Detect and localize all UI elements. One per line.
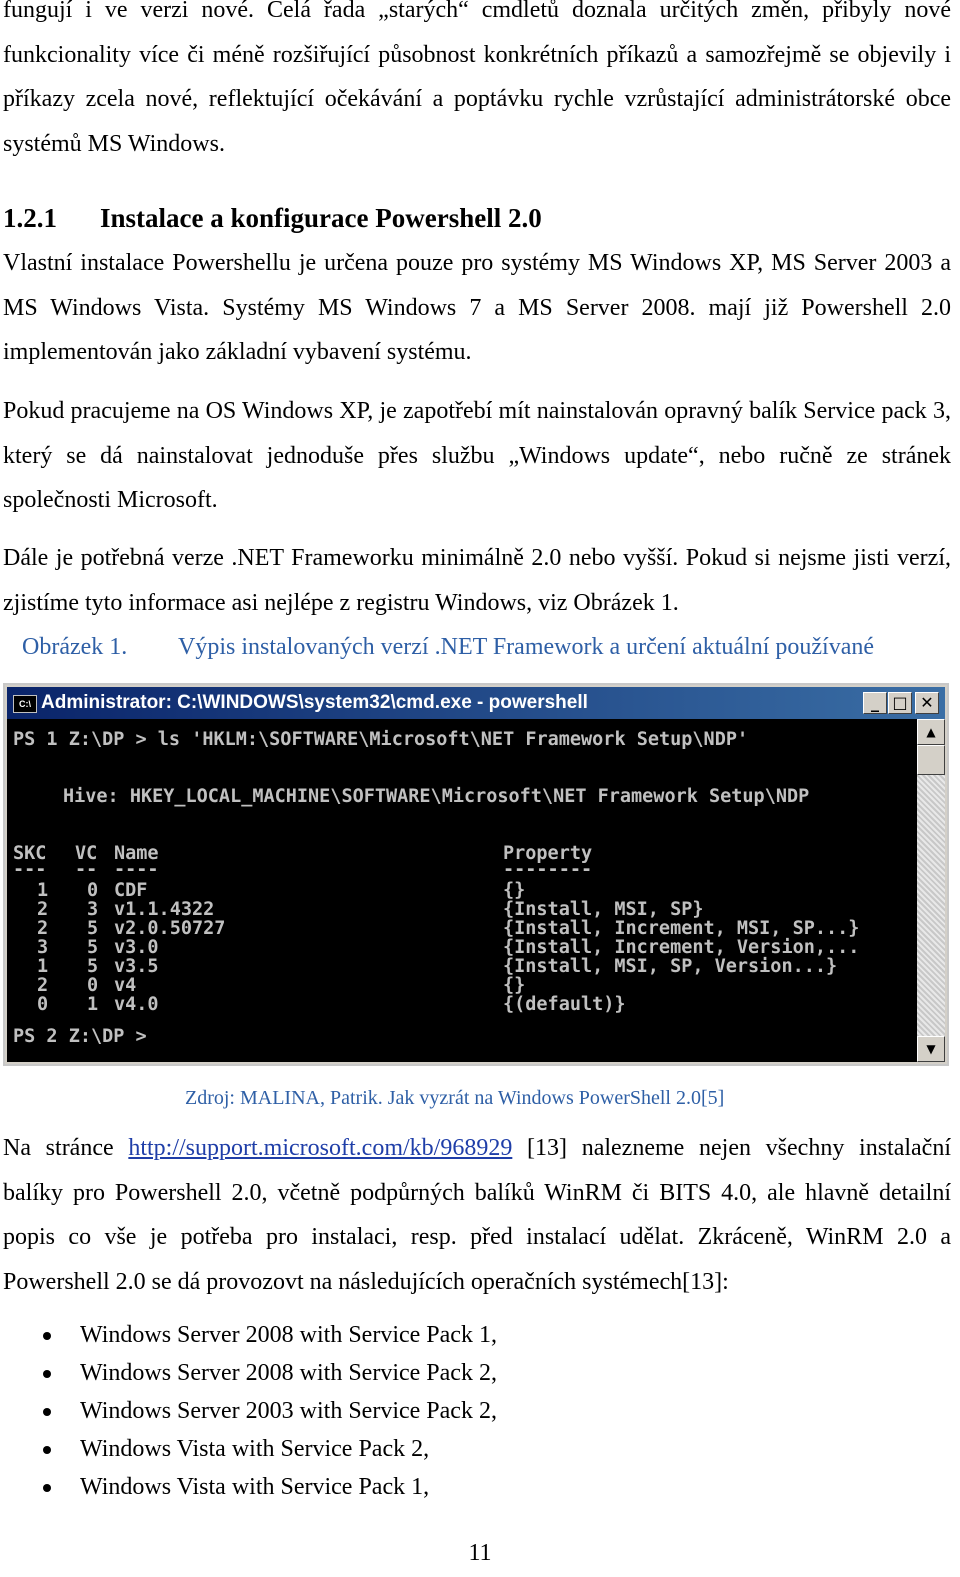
row-property: {Install, MSI, SP, Version...} (503, 956, 838, 977)
row-property: {} (503, 880, 526, 901)
scroll-down-arrow-icon[interactable]: ▼ (917, 1036, 945, 1062)
console-titlebar (7, 687, 945, 719)
row-skc: 0 (37, 994, 49, 1015)
figure-source: Zdroj: MALINA, Patrik. Jak vyzrát na Windows PowerShell 2.0[5] (185, 1087, 725, 1109)
row-name: v2.0.50727 (114, 918, 226, 939)
row-skc: 2 (37, 899, 49, 920)
row-skc: 1 (37, 880, 49, 901)
paragraph-support-link (3, 1126, 951, 1304)
figure-caption-number: Obrázek 1. (22, 634, 128, 660)
console-output[interactable] (7, 719, 919, 1062)
section-number: 1.2.1 (3, 203, 57, 233)
console-command-line: PS 1 Z:\DP > ls 'HKLM:\SOFTWARE\Microsoft\NET Framework Setup\NDP' (13, 729, 749, 750)
row-property: {Install, Increment, MSI, SP...} (503, 918, 860, 939)
row-skc: 2 (37, 918, 49, 939)
row-skc: 2 (37, 975, 49, 996)
figure-caption-text: Výpis instalovaných verzí .NET Framework a určení aktuální používané (178, 634, 875, 660)
section-title: Instalace a konfigurace Powershell 2.0 (100, 203, 542, 233)
row-name: CDF (114, 880, 148, 901)
row-property: {} (503, 975, 526, 996)
col-underline-vc: -- (75, 859, 98, 880)
scroll-thumb[interactable] (917, 745, 945, 775)
list-item-text: Windows Server 2008 with Service Pack 2, (80, 1360, 497, 1386)
list-item (0, 1430, 940, 1468)
row-vc: 5 (87, 956, 99, 977)
bullet-icon (43, 1332, 51, 1340)
console-hive-line: Hive: HKEY_LOCAL_MACHINE\SOFTWARE\Microsoft\NET Framework Setup\NDP (63, 786, 810, 807)
list-item (0, 1392, 940, 1430)
list-item-text: Windows Server 2003 with Service Pack 2, (80, 1398, 497, 1424)
intro-paragraph: fungují i ve verzi nové. Celá řada „starých“ cmdletů doznala určitých změn, přibyly nové funkcionality více či méně rozšiřující působnost konkrétních příkazů a samozřejmě se objevily i příkazy zcela nové, reflektující očekávání a poptávku rychle vzrůstající administrátorské obce systémů MS Windows. (3, 0, 951, 157)
page-number: 11 (468, 1540, 492, 1566)
list-item (0, 1316, 940, 1354)
row-name: v4 (114, 975, 137, 996)
list-item-text: Windows Vista with Service Pack 1, (80, 1474, 430, 1500)
row-vc: 5 (87, 937, 99, 958)
row-property: {Install, MSI, SP} (503, 899, 704, 920)
col-header-skc: SKC (13, 843, 47, 864)
row-vc: 3 (87, 899, 99, 920)
link-prefix-text: Na stránce (3, 1135, 129, 1161)
list-item (0, 1354, 940, 1392)
col-underline-property: -------- (503, 859, 593, 880)
row-name: v3.0 (114, 937, 159, 958)
paragraph-installation: Vlastní instalace Powershellu je určena pouze pro systémy MS Windows XP, MS Server 2003 a MS Windows Vista. Systémy MS Windows 7 a MS Server 2008. mají již Powershell 2.0 implementován jako základní vybavení systému. (3, 250, 951, 365)
console-window (3, 683, 949, 1066)
row-name: v3.5 (114, 956, 159, 977)
row-vc: 0 (87, 975, 99, 996)
col-header-property: Property (503, 843, 593, 864)
row-property: {Install, Increment, Version,... (503, 937, 860, 958)
console-scrollbar[interactable] (917, 719, 945, 1062)
col-header-name: Name (114, 843, 159, 864)
close-button[interactable]: ✕ (915, 692, 939, 714)
support-link[interactable]: http://support.microsoft.com/kb/968929 (128, 1135, 513, 1161)
bullet-icon (43, 1446, 51, 1454)
row-vc: 0 (87, 880, 99, 901)
list-item-text: Windows Vista with Service Pack 2, (80, 1436, 430, 1462)
row-name: v1.1.4322 (114, 899, 215, 920)
row-name: v4.0 (114, 994, 159, 1015)
row-vc: 5 (87, 918, 99, 939)
paragraph-service-pack: Pokud pracujeme na OS Windows XP, je zapotřebí mít nainstalován opravný balík Service pack 3, který se dá nainstalovat jednoduše přes službu „Windows update“, nebo ručně ze stránek společnosti Microsoft. (3, 398, 951, 513)
section-heading (3, 196, 542, 240)
cmd-icon: C:\ (13, 695, 37, 713)
minimize-button[interactable]: _ (863, 692, 887, 714)
col-underline-name: ---- (114, 859, 159, 880)
console-window-title: Administrator: C:\WINDOWS\system32\cmd.exe - powershell (41, 692, 588, 713)
bullet-icon (43, 1484, 51, 1492)
scroll-up-arrow-icon[interactable]: ▲ (917, 719, 945, 745)
bullet-icon (43, 1408, 51, 1416)
list-item-text: Windows Server 2008 with Service Pack 1, (80, 1322, 497, 1348)
figure-caption (22, 627, 874, 667)
list-item (0, 1468, 940, 1506)
bullet-icon (43, 1370, 51, 1378)
console-prompt: PS 2 Z:\DP > (13, 1026, 147, 1047)
paragraph-net-framework: Dále je potřebná verze .NET Frameworku minimálně 2.0 nebo vyšší. Pokud si nejsme jisti verzí, zjistíme tyto informace asi nejlépe z registru Windows, viz Obrázek 1. (3, 545, 951, 616)
link-suffix-text: [13] nalezneme nejen všechny instalační balíky pro Powershell 2.0, včetně podpůrných balíků WinRM či BITS 4.0, ale hlavně detailní popis co vše je potřeba pro instalaci, resp. před instalací udělat. Zkráceně, WinRM 2.0 a Powershell 2.0 se dá provozovt na následujících operačních systémech[13]: (3, 1135, 951, 1295)
maximize-button[interactable]: □ (888, 692, 912, 714)
row-vc: 1 (87, 994, 99, 1015)
col-underline-skc: --- (13, 859, 47, 880)
row-property: {(default)} (503, 994, 626, 1015)
row-skc: 1 (37, 956, 49, 977)
os-bullet-list (0, 1316, 940, 1506)
row-skc: 3 (37, 937, 49, 958)
col-header-vc: VC (75, 843, 98, 864)
